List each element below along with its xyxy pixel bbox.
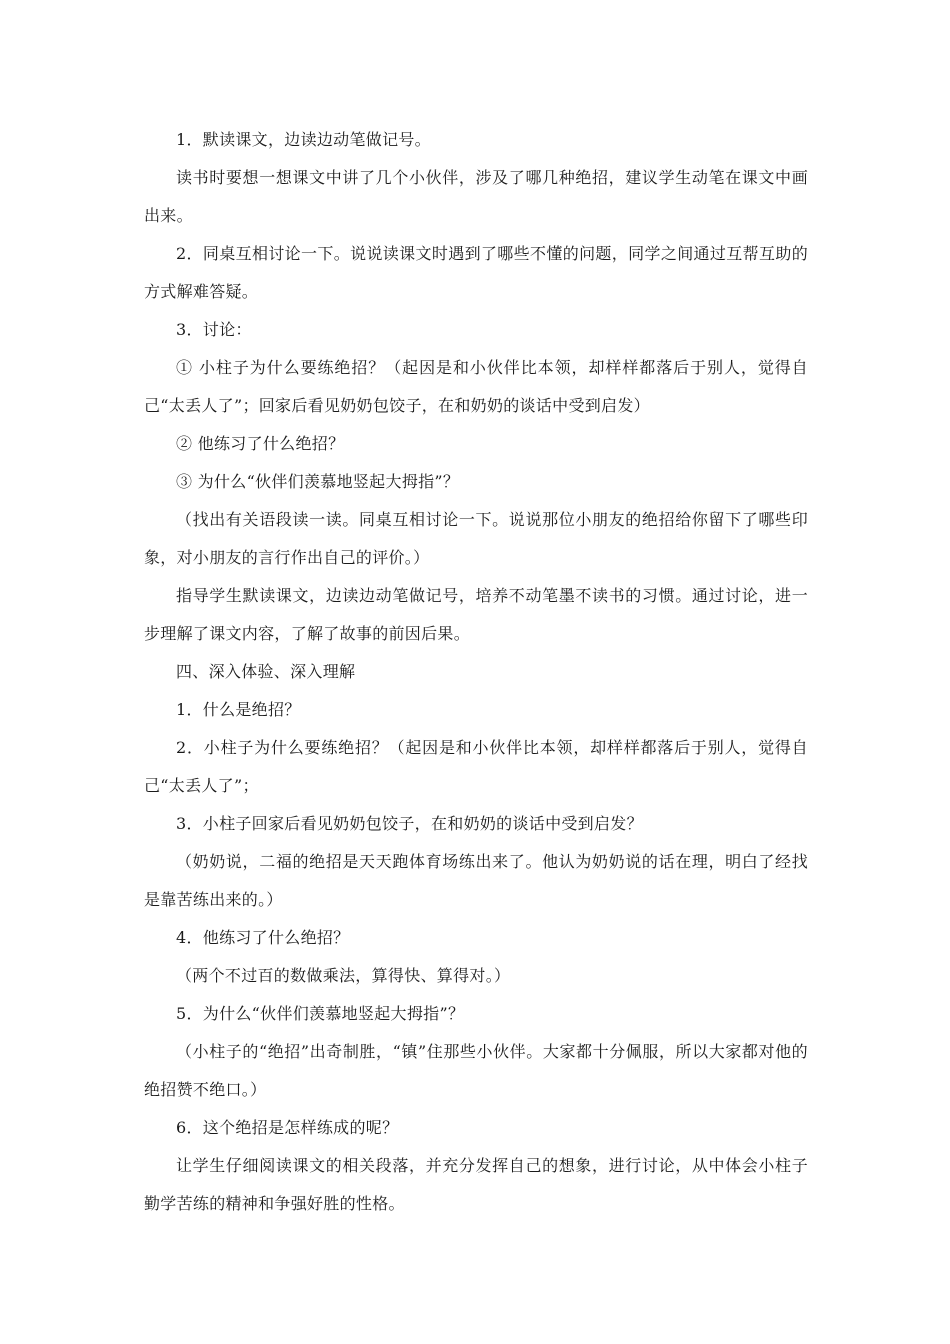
paragraph-item-4: 4．他练习了什么绝招？ [176,928,350,947]
paragraph-step-1: 1．默读课文，边读边动笔做记号。 [176,130,431,149]
paragraph-item-5: 5．为什么“伙伴们羡慕地竖起大拇指”？ [176,1004,465,1023]
paragraph-question-2: ② 他练习了什么绝招？ [176,434,345,453]
document-body [144,121,808,1223]
paragraph-step-3: 3．讨论： [176,320,252,339]
paragraph-item-1: 1．什么是绝招？ [176,700,301,719]
paragraph-item-3-answer: （奶奶说，二福的绝招是天天跑体育场练出来了。他认为奶奶说的话在理，明白了经找是靠苦练出来的。） [144,852,808,909]
paragraph-closing-guidance: 让学生仔细阅读课文的相关段落，并充分发挥自己的想象，进行讨论，从中体会小柱子勤学苦练的精神和争强好胜的性格。 [144,1156,808,1213]
section-heading-4: 四、深入体验、深入理解 [176,662,356,681]
paragraph-item-4-answer: （两个不过百的数做乘法，算得快、算得对。） [176,966,511,985]
paragraph-step-2: 2．同桌互相讨论一下。说说读课文时遇到了哪些不懂的问题，同学之间通过互帮互助的方式解难答疑。 [144,244,808,301]
paragraph-question-1: ① 小柱子为什么要练绝招？（起因是和小伙伴比本领，却样样都落后于别人，觉得自己“太丢人了”；回家后看见奶奶包饺子，在和奶奶的谈话中受到启发） [144,358,808,415]
paragraph-discussion-note: （找出有关语段读一读。同桌互相讨论一下。说说那位小朋友的绝招给你留下了哪些印象，对小朋友的言行作出自己的评价。） [144,510,808,567]
paragraph-item-3: 3．小柱子回家后看见奶奶包饺子，在和奶奶的谈话中受到启发？ [176,814,643,833]
paragraph-item-2: 2．小柱子为什么要练绝招？（起因是和小伙伴比本领，却样样都落后于别人，觉得自己“太丢人了”； [144,738,808,795]
paragraph-reading-guide: 读书时要想一想课文中讲了几个小伙伴，涉及了哪几种绝招，建议学生动笔在课文中画出来。 [144,168,808,225]
paragraph-item-6: 6．这个绝招是怎样练成的呢？ [176,1118,399,1137]
paragraph-teaching-guidance: 指导学生默读课文，边读边动笔做记号，培养不动笔墨不读书的习惯。通过讨论，进一步理解了课文内容，了解了故事的前因后果。 [144,586,808,643]
paragraph-item-5-answer: （小柱子的“绝招”出奇制胜，“镇”住那些小伙伴。大家都十分佩服，所以大家都对他的绝招赞不绝口。） [144,1042,808,1099]
paragraph-question-3: ③ 为什么“伙伴们羡慕地竖起大拇指”？ [176,472,460,491]
